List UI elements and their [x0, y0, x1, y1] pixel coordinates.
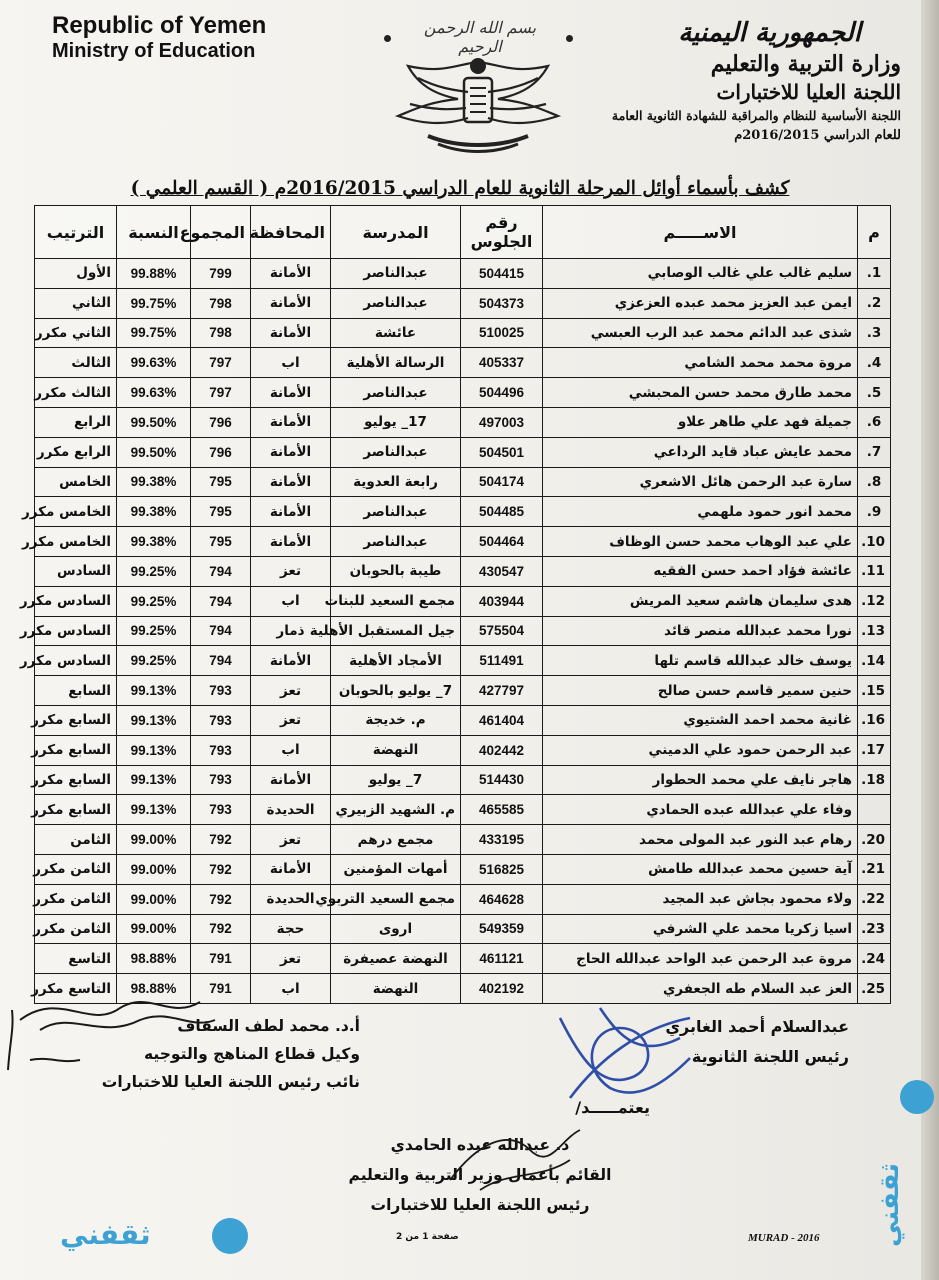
cell-seat-number: 433195: [461, 825, 543, 855]
cell-total-score: 796: [191, 437, 251, 467]
cell-total-score: 793: [191, 735, 251, 765]
cell-percentage: 99.00%: [117, 825, 191, 855]
cell-percentage: 98.88%: [117, 974, 191, 1004]
cell-student-name: رهام عبد النور عبد المولى محمد: [543, 825, 858, 855]
cell-school-name: الأمجاد الأهلية: [331, 646, 461, 676]
cell-row-index: 12.: [858, 586, 891, 616]
cell-governorate: الأمانة: [251, 378, 331, 408]
col-header-governorate: المحافظة: [251, 206, 331, 259]
signer-title: رئيس اللجنة العليا للاختبارات: [370, 1196, 590, 1214]
table-row: [35, 407, 891, 437]
cell-governorate: الأمانة: [251, 765, 331, 795]
cell-total-score: 796: [191, 407, 251, 437]
table-row: [35, 497, 891, 527]
cell-governorate: اب: [251, 586, 331, 616]
cell-seat-number: 511491: [461, 646, 543, 676]
signature-block-secondary-committee: [589, 1012, 849, 1072]
cell-total-score: 793: [191, 676, 251, 706]
cell-total-score: 792: [191, 854, 251, 884]
cell-percentage: 99.25%: [117, 616, 191, 646]
cell-seat-number: 402442: [461, 735, 543, 765]
signer-name: د. عبدالله عبده الحامدي: [390, 1136, 570, 1154]
cell-governorate: تعز: [251, 825, 331, 855]
cell-seat-number: 504373: [461, 288, 543, 318]
cell-student-name: هاجر نايف علي محمد الحطوار: [543, 765, 858, 795]
cell-student-name: غانية محمد احمد الشتيوي: [543, 705, 858, 735]
cell-school-name: عبدالناصر: [331, 288, 461, 318]
cell-seat-number: 464628: [461, 884, 543, 914]
cell-student-name: عائشة فؤاد احمد حسن الفقيه: [543, 556, 858, 586]
cell-total-score: 795: [191, 497, 251, 527]
cell-seat-number: 461404: [461, 705, 543, 735]
cell-percentage: 99.38%: [117, 497, 191, 527]
footer-credit: MURAD - 2016: [748, 1232, 820, 1244]
cell-governorate: الأمانة: [251, 467, 331, 497]
signer-title: وكيل قطاع المناهج والتوجيه: [144, 1045, 360, 1063]
table-row: [35, 914, 891, 944]
signer-title: رئيس اللجنة الثانوية: [691, 1047, 849, 1066]
cell-student-name: علي عبد الوهاب محمد حسن الوظاف: [543, 527, 858, 557]
cell-student-name: وفاء علي عبدالله عبده الحمادي: [543, 795, 858, 825]
cell-percentage: 99.63%: [117, 348, 191, 378]
cell-rank: التاسع مكرر: [35, 974, 117, 1004]
cell-row-index: 3.: [858, 318, 891, 348]
cell-governorate: الأمانة: [251, 407, 331, 437]
cell-student-name: مروة محمد محمد الشامي: [543, 348, 858, 378]
cell-row-index: 16.: [858, 705, 891, 735]
cell-total-score: 794: [191, 616, 251, 646]
table-row: [35, 974, 891, 1004]
cell-rank: الخامس مكرر: [35, 527, 117, 557]
col-header-percent: النسبة: [117, 206, 191, 259]
cell-school-name: جيل المستقبل الأهلية: [331, 616, 461, 646]
cell-row-index: 20.: [858, 825, 891, 855]
signer-title: القائم بأعمال وزير التربية والتعليم: [348, 1166, 612, 1184]
cell-seat-number: 504174: [461, 467, 543, 497]
cell-student-name: جميلة فهد علي طاهر علاو: [543, 407, 858, 437]
cell-row-index: 17.: [858, 735, 891, 765]
cell-percentage: 99.75%: [117, 318, 191, 348]
cell-row-index: 6.: [858, 407, 891, 437]
cell-seat-number: 504496: [461, 378, 543, 408]
header-en-country: Republic of Yemen: [52, 12, 267, 39]
cell-total-score: 791: [191, 944, 251, 974]
cell-total-score: 791: [191, 974, 251, 1004]
cell-rank: السادس: [35, 556, 117, 586]
cell-rank: الخامس مكرر: [35, 497, 117, 527]
table-row: [35, 854, 891, 884]
cell-row-index: 23.: [858, 914, 891, 944]
cell-school-name: النهضة: [331, 735, 461, 765]
cell-student-name: عبد الرحمن حمود علي الدميني: [543, 735, 858, 765]
cell-governorate: اب: [251, 735, 331, 765]
cell-school-name: مجمع درهم: [331, 825, 461, 855]
header-ar-ministry: وزارة التربية والتعليم: [710, 51, 901, 77]
table-row: [35, 527, 891, 557]
cell-rank: السابع مكرر: [35, 705, 117, 735]
cell-school-name: عبدالناصر: [331, 378, 461, 408]
cell-governorate: الأمانة: [251, 318, 331, 348]
cell-school-name: م. خديجة: [331, 705, 461, 735]
signature-block-deputy: [60, 1012, 360, 1096]
cell-rank: السادس مكرر: [35, 616, 117, 646]
cell-total-score: 794: [191, 586, 251, 616]
cell-school-name: عبدالناصر: [331, 437, 461, 467]
results-table: [19, 205, 891, 1004]
page-number: صفحة 1 من 2: [396, 1232, 459, 1242]
document-title: كشف بأسماء أوائل المرحلة الثانوية للعام الدراسي 2016/2015م ( القسم العلمي ): [130, 178, 790, 199]
cell-student-name: آية حسين محمد عبدالله طامش: [543, 854, 858, 884]
cell-rank: الأول: [35, 259, 117, 289]
cell-seat-number: 430547: [461, 556, 543, 586]
cell-seat-number: 405337: [461, 348, 543, 378]
cell-percentage: 99.00%: [117, 854, 191, 884]
table-row: [35, 556, 891, 586]
table-row: [35, 318, 891, 348]
cell-rank: الثاني مكرر: [35, 318, 117, 348]
table-row: [35, 586, 891, 616]
cell-rank: التاسع: [35, 944, 117, 974]
cell-school-name: طيبة بالحوبان: [331, 556, 461, 586]
cell-seat-number: 465585: [461, 795, 543, 825]
cell-total-score: 792: [191, 884, 251, 914]
cell-percentage: 99.13%: [117, 676, 191, 706]
cell-governorate: الأمانة: [251, 854, 331, 884]
cell-percentage: 99.13%: [117, 765, 191, 795]
cell-school-name: 17_ يوليو: [331, 407, 461, 437]
header-english: [52, 12, 266, 63]
cell-rank: السابع مكرر: [35, 795, 117, 825]
cell-total-score: 798: [191, 288, 251, 318]
cell-student-name: نورا محمد عبدالله منصر قائد: [543, 616, 858, 646]
cell-seat-number: 516825: [461, 854, 543, 884]
cell-row-index: 8.: [858, 467, 891, 497]
cell-seat-number: 461121: [461, 944, 543, 974]
cell-school-name: عبدالناصر: [331, 497, 461, 527]
cell-percentage: 99.50%: [117, 407, 191, 437]
cell-total-score: 797: [191, 348, 251, 378]
cell-rank: السادس مكرر: [35, 646, 117, 676]
cell-row-index: 9.: [858, 497, 891, 527]
signer-title: نائب رئيس اللجنة العليا للاختبارات: [101, 1073, 360, 1091]
cell-row-index: 1.: [858, 259, 891, 289]
cell-student-name: ولاء محمود بجاش عبد المجيد: [543, 884, 858, 914]
cell-school-name: النهضة عصيفرة: [331, 944, 461, 974]
cell-student-name: اسيا زكريا محمد علي الشرفي: [543, 914, 858, 944]
header-ar-republic: الجمهورية اليمنية: [678, 18, 861, 48]
cell-student-name: محمد عايش عباد قايد الرداعي: [543, 437, 858, 467]
cell-student-name: شذى عبد الدائم محمد عبد الرب العبسي: [543, 318, 858, 348]
header-ar-year: للعام الدراسي 2016/2015م: [734, 128, 901, 143]
cell-governorate: تعز: [251, 944, 331, 974]
cell-seat-number: 514430: [461, 765, 543, 795]
cell-governorate: الأمانة: [251, 497, 331, 527]
signer-name: عبدالسلام أحمد الغابري: [665, 1017, 849, 1036]
col-header-total: المجموع: [191, 206, 251, 259]
cell-row-index: [858, 795, 891, 825]
cell-governorate: حجة: [251, 914, 331, 944]
cell-percentage: 99.25%: [117, 586, 191, 616]
signature-block-minister: [290, 1130, 670, 1220]
cell-row-index: 22.: [858, 884, 891, 914]
cell-student-name: محمد طارق محمد حسن المحبشي: [543, 378, 858, 408]
table-header-row: [35, 206, 891, 259]
cell-student-name: سليم غالب علي غالب الوصابي: [543, 259, 858, 289]
cell-seat-number: 402192: [461, 974, 543, 1004]
cell-rank: الرابع: [35, 407, 117, 437]
cell-governorate: الأمانة: [251, 527, 331, 557]
watermark-logo-bottom: [60, 1214, 250, 1258]
watermark-text: ثقفني: [60, 1218, 151, 1251]
header-ar-committee: اللجنة العليا للاختبارات: [716, 80, 901, 104]
cell-school-name: عائشة: [331, 318, 461, 348]
col-header-name: الاســـــم: [543, 206, 858, 259]
cell-school-name: الرسالة الأهلية: [331, 348, 461, 378]
cell-governorate: تعز: [251, 556, 331, 586]
ornament-dot-left: [384, 35, 391, 42]
cell-school-name: 7_ يوليو بالحوبان: [331, 676, 461, 706]
cell-rank: الثالث مكرر: [35, 378, 117, 408]
cell-governorate: الأمانة: [251, 437, 331, 467]
cell-row-index: 18.: [858, 765, 891, 795]
cell-governorate: اب: [251, 348, 331, 378]
cell-school-name: 7_ يوليو: [331, 765, 461, 795]
cell-percentage: 99.00%: [117, 884, 191, 914]
lightbulb-icon: [900, 1080, 934, 1114]
cell-school-name: رابعة العدوية: [331, 467, 461, 497]
cell-total-score: 794: [191, 646, 251, 676]
cell-seat-number: 510025: [461, 318, 543, 348]
cell-row-index: 10.: [858, 527, 891, 557]
table-row: [35, 348, 891, 378]
cell-total-score: 795: [191, 527, 251, 557]
cell-row-index: 7.: [858, 437, 891, 467]
table-row: [35, 825, 891, 855]
cell-total-score: 798: [191, 318, 251, 348]
ornament-dot-right: [566, 35, 573, 42]
cell-total-score: 794: [191, 556, 251, 586]
cell-row-index: 21.: [858, 854, 891, 884]
cell-seat-number: 504485: [461, 497, 543, 527]
cell-rank: الثاني: [35, 288, 117, 318]
table-row: [35, 676, 891, 706]
cell-rank: السابع: [35, 676, 117, 706]
header-en-ministry: Ministry of Education: [52, 39, 256, 62]
cell-total-score: 793: [191, 765, 251, 795]
cell-governorate: الأمانة: [251, 288, 331, 318]
cell-row-index: 24.: [858, 944, 891, 974]
cell-seat-number: 403944: [461, 586, 543, 616]
cell-percentage: 99.75%: [117, 288, 191, 318]
cell-rank: الثامن مكرر: [35, 884, 117, 914]
cell-percentage: 99.25%: [117, 646, 191, 676]
cell-school-name: م. الشهيد الزبيري: [331, 795, 461, 825]
header-ar-subcommittee: اللجنة الأساسية للنظام والمراقبة للشهادة الثانوية العامة: [611, 108, 901, 123]
cell-rank: الثالث: [35, 348, 117, 378]
cell-school-name: مجمع السعيد التربوي: [331, 884, 461, 914]
table-row: [35, 259, 891, 289]
approval-label: يعتمـــــد/: [575, 1098, 650, 1117]
cell-governorate: الأمانة: [251, 259, 331, 289]
cell-student-name: محمد انور حمود ملهمي: [543, 497, 858, 527]
table-row: [35, 944, 891, 974]
cell-total-score: 793: [191, 705, 251, 735]
table-row: [35, 795, 891, 825]
header-arabic: [601, 16, 901, 146]
cell-school-name: عبدالناصر: [331, 259, 461, 289]
cell-rank: الرابع مكرر: [35, 437, 117, 467]
cell-row-index: 14.: [858, 646, 891, 676]
cell-school-name: عبدالناصر: [331, 527, 461, 557]
table-row: [35, 378, 891, 408]
table-row: [35, 646, 891, 676]
table-row: [35, 616, 891, 646]
cell-row-index: 15.: [858, 676, 891, 706]
cell-total-score: 792: [191, 825, 251, 855]
cell-percentage: 99.13%: [117, 705, 191, 735]
cell-seat-number: 497003: [461, 407, 543, 437]
cell-school-name: مجمع السعيد للبنات: [331, 586, 461, 616]
cell-seat-number: 549359: [461, 914, 543, 944]
col-header-school: المدرسة: [331, 206, 461, 259]
cell-governorate: ذمار: [251, 616, 331, 646]
cell-governorate: الأمانة: [251, 646, 331, 676]
cell-total-score: 795: [191, 467, 251, 497]
cell-row-index: 4.: [858, 348, 891, 378]
cell-percentage: 99.50%: [117, 437, 191, 467]
cell-percentage: 99.25%: [117, 556, 191, 586]
cell-student-name: مروة عبد الرحمن عبد الواحد عبدالله الحاج: [543, 944, 858, 974]
table-row: [35, 884, 891, 914]
table-row: [35, 765, 891, 795]
cell-student-name: يوسف خالد عبدالله قاسم تلها: [543, 646, 858, 676]
cell-percentage: 99.13%: [117, 795, 191, 825]
cell-student-name: حنين سمير قاسم حسن صالح: [543, 676, 858, 706]
table-row: [35, 437, 891, 467]
cell-seat-number: 427797: [461, 676, 543, 706]
cell-total-score: 792: [191, 914, 251, 944]
cell-seat-number: 504415: [461, 259, 543, 289]
cell-percentage: 99.38%: [117, 527, 191, 557]
cell-student-name: ايمن عبد العزيز محمد عبده العزعزي: [543, 288, 858, 318]
cell-rank: الثامن: [35, 825, 117, 855]
col-header-seat: رقم الجلوس: [461, 206, 543, 259]
col-header-index: م: [858, 206, 891, 259]
cell-percentage: 99.13%: [117, 735, 191, 765]
cell-seat-number: 575504: [461, 616, 543, 646]
cell-rank: السادس مكرر: [35, 586, 117, 616]
cell-governorate: الحديدة: [251, 795, 331, 825]
cell-governorate: تعز: [251, 705, 331, 735]
signer-name: أ.د. محمد لطف السقاف: [177, 1017, 360, 1035]
cell-student-name: العز عبد السلام طه الجعفري: [543, 974, 858, 1004]
cell-row-index: 11.: [858, 556, 891, 586]
cell-rank: الخامس: [35, 467, 117, 497]
watermark-logo-side: [875, 1080, 938, 1280]
cell-percentage: 98.88%: [117, 944, 191, 974]
cell-governorate: اب: [251, 974, 331, 1004]
cell-school-name: اروى: [331, 914, 461, 944]
cell-student-name: سارة عبد الرحمن هائل الاشعري: [543, 467, 858, 497]
cell-governorate: الحديدة: [251, 884, 331, 914]
cell-rank: السابع مكرر: [35, 765, 117, 795]
cell-seat-number: 504464: [461, 527, 543, 557]
cell-percentage: 99.38%: [117, 467, 191, 497]
table-row: [35, 705, 891, 735]
cell-rank: الثامن مكرر: [35, 914, 117, 944]
lightbulb-icon: [212, 1218, 248, 1254]
yemen-eagle-emblem-icon: [388, 44, 568, 164]
table-row: [35, 288, 891, 318]
cell-percentage: 99.00%: [117, 914, 191, 944]
cell-governorate: تعز: [251, 676, 331, 706]
cell-total-score: 793: [191, 795, 251, 825]
cell-school-name: النهضة: [331, 974, 461, 1004]
watermark-text: ثقفني: [875, 1162, 906, 1248]
col-header-rank: الترتيب: [35, 206, 117, 259]
cell-seat-number: 504501: [461, 437, 543, 467]
cell-school-name: أمهات المؤمنين: [331, 854, 461, 884]
cell-row-index: 5.: [858, 378, 891, 408]
table-row: [35, 467, 891, 497]
cell-rank: الثامن مكرر: [35, 854, 117, 884]
cell-total-score: 797: [191, 378, 251, 408]
cell-row-index: 25.: [858, 974, 891, 1004]
cell-rank: السابع مكرر: [35, 735, 117, 765]
cell-row-index: 2.: [858, 288, 891, 318]
cell-percentage: 99.88%: [117, 259, 191, 289]
cell-percentage: 99.63%: [117, 378, 191, 408]
cell-row-index: 13.: [858, 616, 891, 646]
cell-student-name: هدى سليمان هاشم سعيد المريش: [543, 586, 858, 616]
table-row: [35, 735, 891, 765]
cell-total-score: 799: [191, 259, 251, 289]
basmala: بسم الله الرحمن الرحيم: [423, 18, 537, 56]
